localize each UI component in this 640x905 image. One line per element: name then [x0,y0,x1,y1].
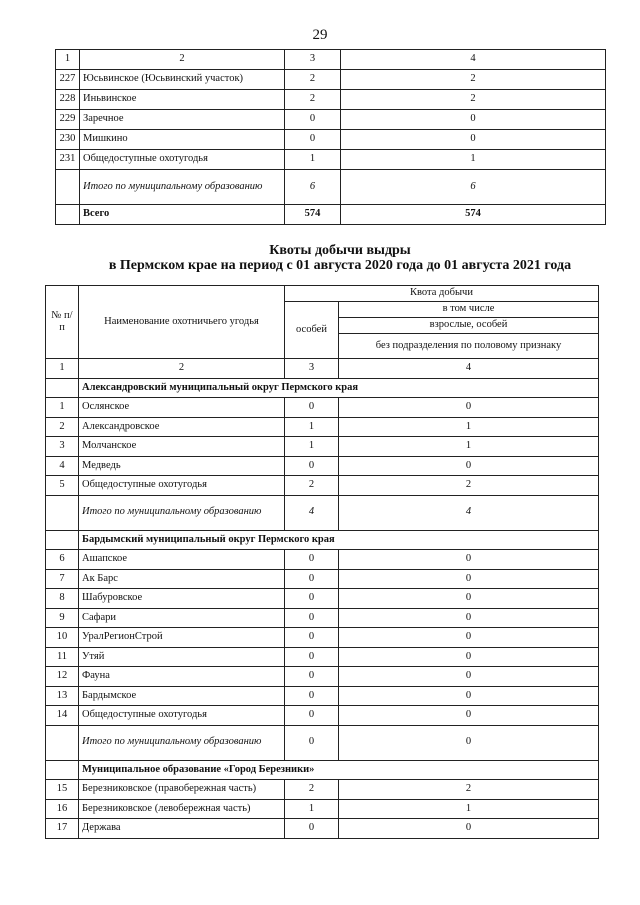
quota-adult: 0 [339,667,599,687]
quota-adult: 0 [339,686,599,706]
table-row [56,150,606,170]
table-row [46,550,599,570]
column-number: 4 [339,359,599,379]
quota-total: 0 [285,706,339,726]
hunting-ground-name: Березниковское (левобережная часть) [79,799,285,819]
quota-adult: 0 [339,706,599,726]
header-adults: взрослые, особей [339,318,599,334]
quota-table-continued [55,49,606,225]
empty-cell [56,205,80,225]
column-number: 3 [285,359,339,379]
table-row [56,90,606,110]
subtotal-label: Итого по муниципальному образованию [79,725,285,760]
row-number: 229 [56,110,80,130]
quota-adult: 2 [341,70,606,90]
column-number-row [46,359,599,379]
hunting-ground-name: Общедоступные охотугодья [80,150,285,170]
row-number: 6 [46,550,79,570]
subtotal-row [56,170,606,205]
hunting-ground-name: Ашапское [79,550,285,570]
section-row [46,760,599,780]
grand-total-total: 574 [285,205,341,225]
quota-total: 1 [285,417,339,437]
row-number: 2 [46,417,79,437]
quota-adult: 2 [341,90,606,110]
section-title: Александровский муниципальный округ Пермского края [79,378,599,398]
quota-adult: 0 [339,550,599,570]
subtotal-row [46,725,599,760]
row-number: 15 [46,780,79,800]
subtotal-label: Итого по муниципальному образованию [80,170,285,205]
quota-adult: 2 [339,476,599,496]
header-total: особей [285,302,339,359]
table-row [46,456,599,476]
column-number-row [56,50,606,70]
row-number: 4 [46,456,79,476]
table-row [46,706,599,726]
quota-total: 1 [285,150,341,170]
quota-total: 0 [285,589,339,609]
empty-cell [46,378,79,398]
section-heading-line1: Квоты добычи выдры [269,243,411,258]
table-row [56,110,606,130]
row-number: 5 [46,476,79,496]
quota-total: 0 [285,819,339,839]
table-row [46,417,599,437]
quota-adult: 0 [339,628,599,648]
row-number: 9 [46,608,79,628]
subtotal-adult: 4 [339,495,599,530]
page-number: 29 [312,27,328,43]
table-row [46,647,599,667]
row-number: 1 [46,398,79,418]
quota-adult: 1 [339,417,599,437]
quota-adult: 0 [339,398,599,418]
table-row [46,569,599,589]
grand-total-adult: 574 [341,205,606,225]
hunting-ground-name: Ослянское [79,398,285,418]
hunting-ground-name: Молчанское [79,437,285,457]
hunting-ground-name: Юсьвинское (Юсьвинский участок) [80,70,285,90]
empty-cell [56,170,80,205]
grand-total-row [56,205,606,225]
row-number: 7 [46,569,79,589]
hunting-ground-name: Шабуровское [79,589,285,609]
quota-total: 0 [285,456,339,476]
row-number: 8 [46,589,79,609]
header-name: Наименование охотничьего угодья [79,286,285,359]
table-row [46,667,599,687]
table-row [46,780,599,800]
hunting-ground-name: Сафари [79,608,285,628]
column-number: 2 [79,359,285,379]
header-including: в том числе [339,302,599,318]
subtotal-adult: 6 [341,170,606,205]
row-number: 13 [46,686,79,706]
column-number: 1 [46,359,79,379]
table-row [46,608,599,628]
hunting-ground-name: Иньвинское [80,90,285,110]
quota-total: 0 [285,667,339,687]
quota-total: 0 [285,647,339,667]
quota-adult: 1 [341,150,606,170]
section-row [46,530,599,550]
hunting-ground-name: Березниковское (правобережная часть) [79,780,285,800]
empty-cell [46,495,79,530]
subtotal-label: Итого по муниципальному образованию [79,495,285,530]
hunting-ground-name: Заречное [80,110,285,130]
row-number: 10 [46,628,79,648]
section-title: Муниципальное образование «Город Березники» [79,760,599,780]
row-number: 227 [56,70,80,90]
row-number: 3 [46,437,79,457]
subtotal-total: 4 [285,495,339,530]
hunting-ground-name: Александровское [79,417,285,437]
table-row [56,130,606,150]
quota-adult: 0 [339,456,599,476]
row-number: 17 [46,819,79,839]
header-no-sex: без подразделения по половому признаку [339,334,599,359]
row-number: 230 [56,130,80,150]
quota-total: 1 [285,799,339,819]
header-num: № п/п [46,286,79,359]
empty-cell [46,760,79,780]
quota-total: 2 [285,70,341,90]
table-row [46,589,599,609]
table-row [46,398,599,418]
quota-total: 0 [285,110,341,130]
quota-adult: 0 [339,589,599,609]
subtotal-total: 0 [285,725,339,760]
hunting-ground-name: Ак Барс [79,569,285,589]
hunting-ground-name: УралРегионСтрой [79,628,285,648]
subtotal-row [46,495,599,530]
column-number: 1 [56,50,80,70]
hunting-ground-name: Держава [79,819,285,839]
hunting-ground-name: Утяй [79,647,285,667]
subtotal-adult: 0 [339,725,599,760]
column-number: 4 [341,50,606,70]
empty-cell [46,530,79,550]
quota-total: 0 [285,608,339,628]
quota-total: 0 [285,550,339,570]
quota-total: 2 [285,90,341,110]
row-number: 12 [46,667,79,687]
table-row [46,437,599,457]
header-quota: Квота добычи [285,286,599,302]
table-row [46,476,599,496]
quota-adult: 0 [339,647,599,667]
column-number: 3 [285,50,341,70]
row-number: 16 [46,799,79,819]
quota-adult: 0 [341,130,606,150]
quota-adult: 1 [339,799,599,819]
quota-adult: 1 [339,437,599,457]
quota-total: 1 [285,437,339,457]
section-row [46,378,599,398]
hunting-ground-name: Мишкино [80,130,285,150]
quota-total: 2 [285,476,339,496]
subtotal-total: 6 [285,170,341,205]
empty-cell [46,725,79,760]
quota-total: 0 [285,398,339,418]
row-number: 14 [46,706,79,726]
row-number: 11 [46,647,79,667]
section-title: Бардымский муниципальный округ Пермского края [79,530,599,550]
hunting-ground-name: Фауна [79,667,285,687]
hunting-ground-name: Общедоступные охотугодья [79,476,285,496]
quota-adult: 0 [339,608,599,628]
hunting-ground-name: Общедоступные охотугодья [79,706,285,726]
row-number: 231 [56,150,80,170]
table-row [46,819,599,839]
table-row [46,628,599,648]
quota-total: 0 [285,569,339,589]
quota-total: 0 [285,628,339,648]
table-row [46,686,599,706]
row-number: 228 [56,90,80,110]
section-heading-line2: в Пермском крае на период с 01 августа 2020 года до 01 августа 2021 года [108,258,572,273]
quota-adult: 0 [339,819,599,839]
quota-adult: 0 [341,110,606,130]
quota-adult: 2 [339,780,599,800]
otter-quota-table [45,285,599,839]
grand-total-label: Всего [80,205,285,225]
table-row [46,799,599,819]
quota-total: 2 [285,780,339,800]
table-row [56,70,606,90]
quota-adult: 0 [339,569,599,589]
hunting-ground-name: Медведь [79,456,285,476]
quota-total: 0 [285,130,341,150]
quota-total: 0 [285,686,339,706]
column-number: 2 [80,50,285,70]
hunting-ground-name: Бардымское [79,686,285,706]
